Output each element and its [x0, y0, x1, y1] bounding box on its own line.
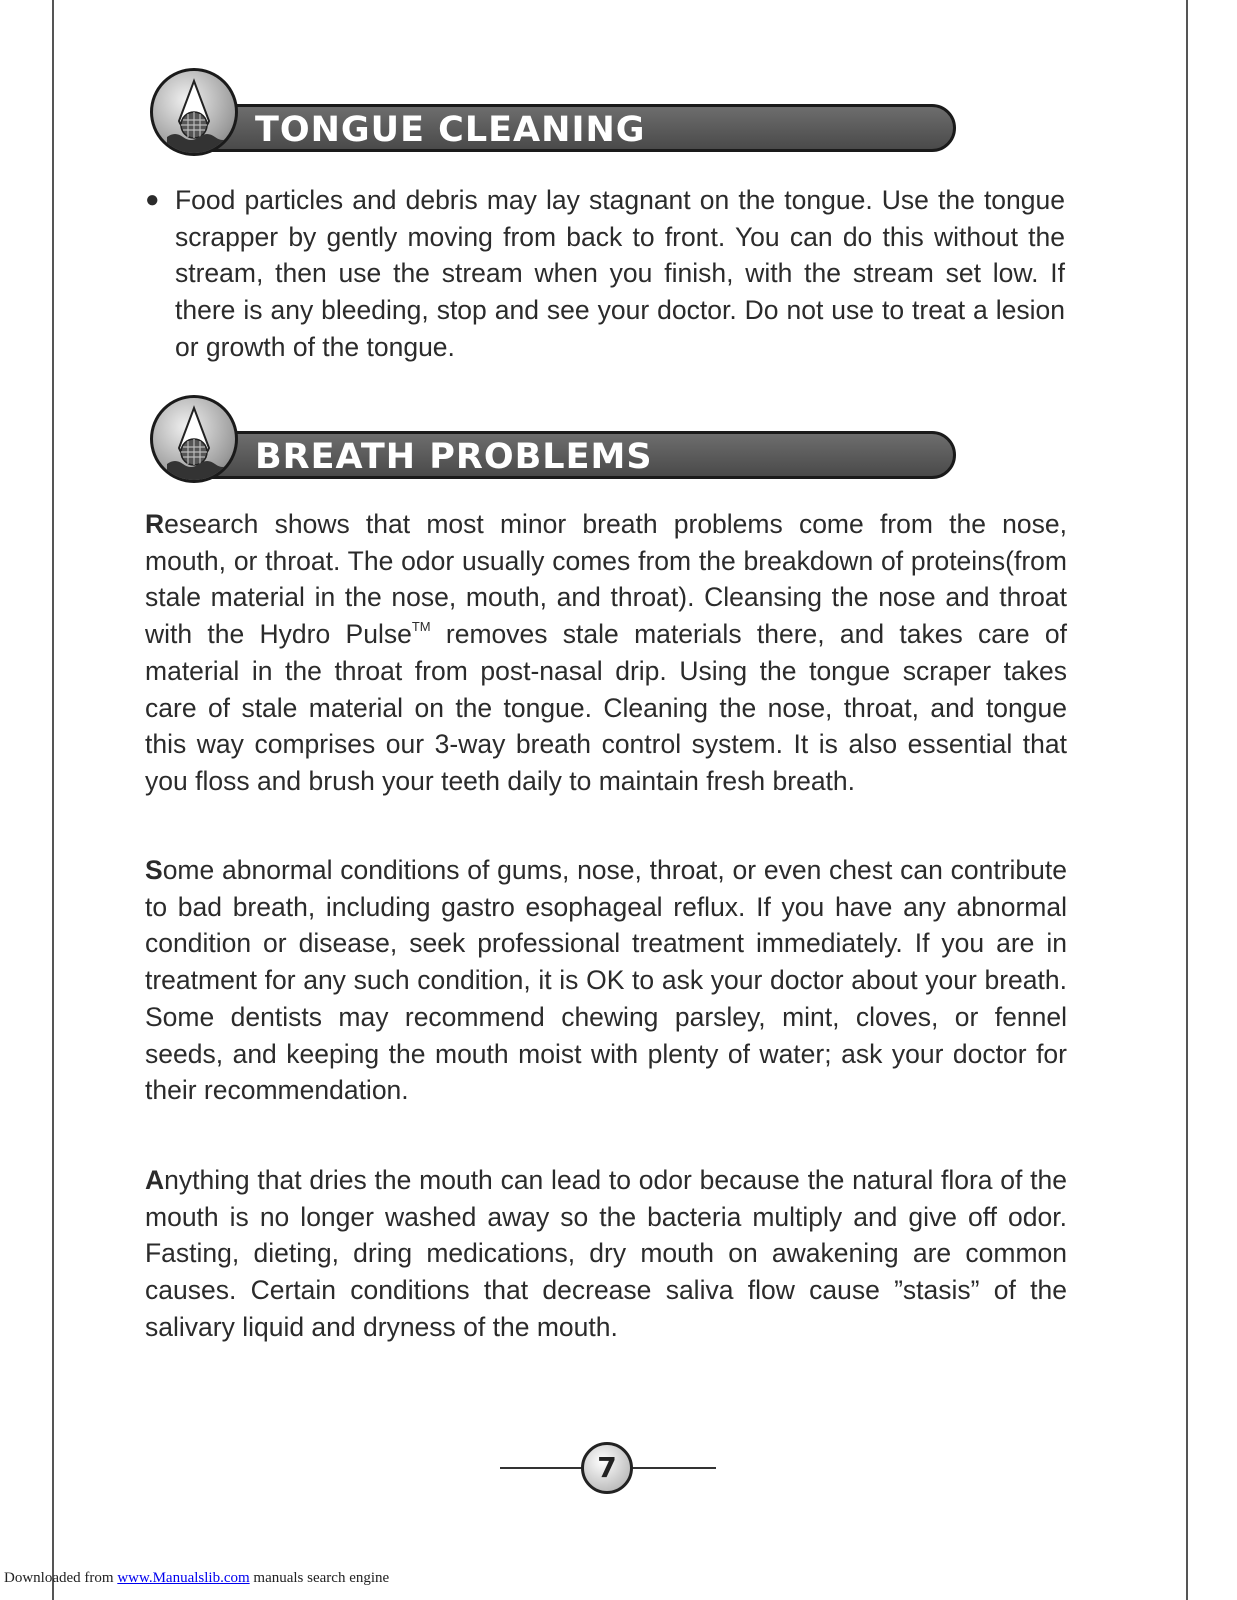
footer-suffix: manuals search engine	[249, 1570, 390, 1586]
section-title: TONGUE CLEANING	[255, 110, 646, 150]
breath-paragraph-1	[145, 506, 1067, 800]
section-header-breath-problems	[150, 395, 960, 487]
tongue-cleaning-bullet	[145, 182, 1065, 366]
divider-right	[632, 1467, 716, 1469]
manualslib-link[interactable]: www.Manualslib.com	[117, 1570, 250, 1586]
paragraph-text: removes stale materials there, and takes care of material in the throat from post-nasal drip. Using the tongue scraper takes care of stale material on the tongue. Cleaning the nose, throat, and tongue this way comprises our 3-way breath control system. It is also essential that you floss and brush your teeth daily to maintain fresh breath.	[145, 619, 1068, 796]
footer-prefix: Downloaded from	[4, 1570, 118, 1586]
bullet-dot-icon: ●	[145, 186, 160, 213]
divider-left	[500, 1467, 582, 1469]
page-number-badge: 7	[581, 1442, 633, 1494]
droplet-badge-icon	[150, 395, 238, 483]
paragraph-text: ome abnormal conditions of gums, nose, throat, or even chest can contribute to bad breath, including gastro esophageal reflux. If you have any abnormal condition or disease, seek professional treatment immediately. If you are in treatment for any such condition, it is OK to ask your doctor about your breath. Some dentists may recommend chewing parsley, mint, cloves, or fennel seeds, and keeping the mouth moist with plenty of water; ask your doctor for their recommendation.	[145, 855, 1067, 1106]
trademark-mark: TM	[411, 619, 431, 635]
paragraph-text: nything that dries the mouth can lead to odor because the natural flora of the mouth is no longer washed away so the bacteria multiply and give off odor. Fasting, dieting, dring medications, dry mouth on awakening are common causes. Certain conditions that decrease saliva flow cause ”stasis” of the salivary liquid and dryness of the mouth.	[145, 1165, 1067, 1342]
section-header-tongue-cleaning	[150, 68, 960, 160]
section-title: BREATH PROBLEMS	[255, 437, 653, 477]
breath-paragraph-2	[145, 852, 1067, 1109]
breath-paragraph-3	[145, 1162, 1067, 1346]
drop-initial: S	[145, 855, 163, 885]
paragraph-text: esearch shows that most minor breath problems come from the nose, mouth, or throat. The odor usually comes from the breakdown of proteins(from stale material in the nose, mouth, and throat). Cleansing the nose and throat with the Hydro Pulse	[145, 509, 1067, 650]
page-number	[498, 1440, 718, 1496]
bullet-text: Food particles and debris may lay stagnant on the tongue. Use the tongue scrapper by gently moving from back to front. You can do this without the stream, then use the stream when you finish, with the stream set low. If there is any bleeding, stop and see your doctor. Do not use to treat a lesion or growth of the tongue.	[175, 185, 1065, 362]
download-footer	[4, 1570, 389, 1587]
drop-initial: R	[145, 509, 165, 539]
drop-initial: A	[145, 1165, 165, 1195]
droplet-badge-icon	[150, 68, 238, 156]
